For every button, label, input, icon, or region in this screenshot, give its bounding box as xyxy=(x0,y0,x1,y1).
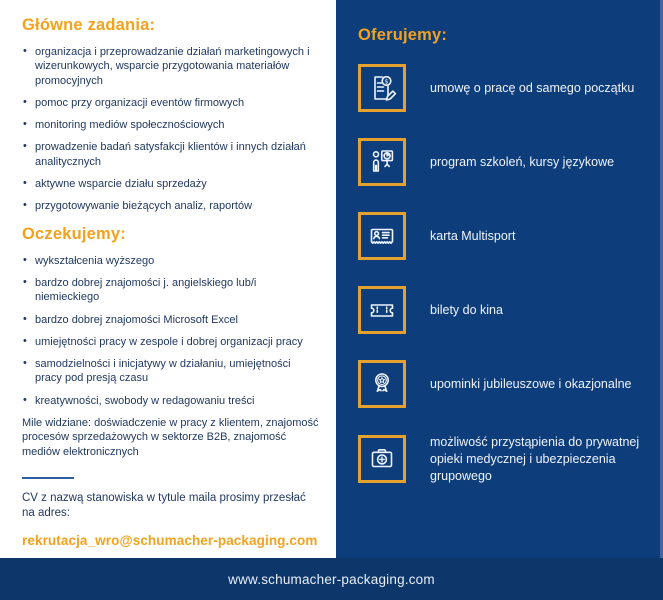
membership-card-icon xyxy=(358,212,406,260)
offer-item xyxy=(358,434,651,485)
nice-to-have-note: Mile widziane: doświadczenie w pracy z klientem, znajomość procesów sprzedażowych w sektorze B2B, znajomość mediów elektronicznych xyxy=(22,417,319,458)
ticket-icon xyxy=(358,286,406,334)
medical-bag-icon xyxy=(358,435,406,483)
task-item: • monitoring mediów społecznościowych xyxy=(22,118,320,132)
offers-title: Oferujemy: xyxy=(358,26,448,44)
offer-item xyxy=(358,286,651,334)
expectations-list xyxy=(22,254,320,408)
right-panel xyxy=(336,0,663,558)
contract-icon xyxy=(358,64,406,112)
offer-item xyxy=(358,64,651,112)
divider-line xyxy=(22,477,74,479)
award-icon xyxy=(358,360,406,408)
cv-instruction: CV z nazwą stanowiska w tytule maila prosimy przesłać na adres: xyxy=(22,491,306,519)
offer-label: karta Multisport xyxy=(430,228,516,243)
offer-item xyxy=(358,360,651,408)
expectations-title: Oczekujemy: xyxy=(22,224,126,243)
expectation-item: • bardzo dobrej znajomości j. angielskiego lub/i niemieckiego xyxy=(22,276,320,305)
task-item: • pomoc przy organizacji eventów firmowych xyxy=(22,96,320,110)
left-panel xyxy=(0,0,336,558)
offer-item xyxy=(358,138,651,186)
expectation-item: • kreatywności, swobody w redagowaniu treści xyxy=(22,394,320,408)
expectation-item: • umiejętności pracy w zespole i dobrej organizacji pracy xyxy=(22,335,320,349)
offer-label: umowę o pracę od samego początku xyxy=(430,80,635,95)
expectation-item: • bardzo dobrej znajomości Microsoft Excel xyxy=(22,313,320,327)
offer-label: program szkoleń, kursy językowe xyxy=(430,154,615,169)
task-item: • prowadzenie badań satysfakcji klientów i innych działań analitycznych xyxy=(22,140,320,169)
tasks-list xyxy=(22,45,320,214)
offer-item xyxy=(358,212,651,260)
offer-label: możliwość przystąpienia do prywatnej opieki medycznej i ubezpieczenia grupowego xyxy=(430,435,640,483)
offer-label: bilety do kina xyxy=(430,302,503,317)
expectation-item: • samodzielności i inicjatywy w działaniu, umiejętności pracy pod presją czasu xyxy=(22,357,320,386)
footer-url[interactable]: www.schumacher-packaging.com xyxy=(228,571,435,587)
tasks-title: Główne zadania: xyxy=(22,16,156,34)
task-item: • aktywne wsparcie działu sprzedaży xyxy=(22,177,320,191)
email-link[interactable]: rekrutacja_wro@schumacher-packaging.com xyxy=(22,532,318,548)
expectation-item: • wykształcenia wyższego xyxy=(22,254,320,268)
footer-bar xyxy=(0,558,663,600)
training-icon xyxy=(358,138,406,186)
task-item: • przygotowywanie bieżących analiz, raportów xyxy=(22,199,320,213)
offer-label: upominki jubileuszowe i okazjonalne xyxy=(430,376,632,391)
task-item: • organizacja i przeprowadzanie działań marketingowych i wizerunkowych, wsparcie przygotowania materiałów promocyjnych xyxy=(22,45,320,88)
svg-text:$: $ xyxy=(384,77,389,86)
